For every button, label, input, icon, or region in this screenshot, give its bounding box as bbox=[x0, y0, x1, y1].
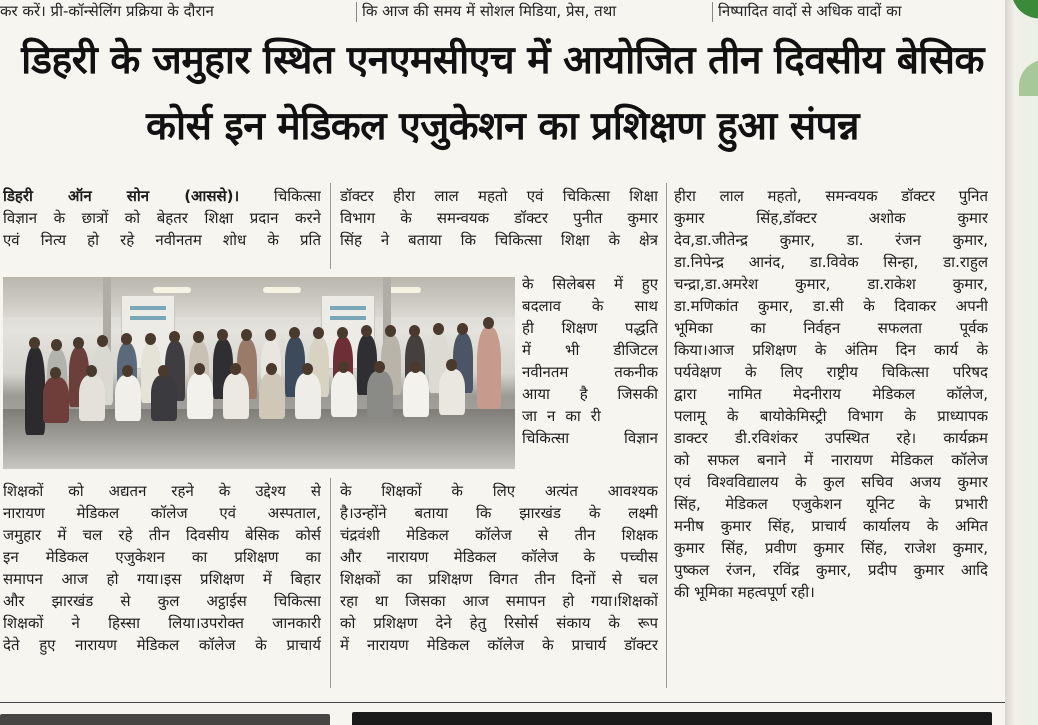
body-line: डॉक्टर हीरा लाल महतो एवं चिकित्सा शिक्षा bbox=[340, 187, 658, 205]
body-line: रहा था जिसका आज समापन हो गया।शिक्षकों bbox=[340, 592, 658, 610]
body-line: डा.मणिकांत कुमार, डा.सी के दिवाकर अपनी bbox=[674, 297, 988, 315]
body-line: में भी डीजिटल bbox=[522, 341, 658, 359]
body-line: नारायण मेडिकल कॉलेज एवं अस्पताल, bbox=[3, 504, 321, 522]
strip-text-col3: निष्पादित वादों से अधिक वादों का bbox=[718, 2, 902, 20]
headline-line-2: कोर्स इन मेडिकल एजुकेशन का प्रशिक्षण हुआ संपन्न bbox=[146, 104, 859, 149]
strip-text-col1: कर करें। प्री-कॉन्सेलिंग प्रक्रिया के दौरान bbox=[0, 2, 214, 20]
column-2-top bbox=[340, 185, 658, 251]
body-line: नवीनतम तकनीक bbox=[522, 363, 658, 381]
body-line: शिक्षकों ने हिस्सा लिया।उपरोक्त जानकारी bbox=[3, 614, 321, 632]
body-line: को सफल बनाने में नारायण मेडिकल कॉलेज bbox=[674, 451, 988, 469]
body-line: पुष्कल रंजन, रविंद्र कुमार, प्रदीप कुमार आदि bbox=[674, 561, 988, 579]
body-line: पलामू के बायोकेमिस्ट्री विभाग के प्राध्यापक bbox=[674, 407, 988, 425]
body-line: आया है जिसकी bbox=[522, 385, 658, 403]
body-line: चंद्रवंशी मेडिकल कॉलेज से तीन शिक्षक bbox=[340, 526, 658, 544]
body-line: कुमार सिंह,डॉक्टर अशोक कुमार bbox=[674, 209, 988, 227]
column-1-top bbox=[3, 185, 321, 251]
body-line: मनीष कुमार सिंह, प्राचार्य कार्यालय के अमित bbox=[674, 517, 988, 535]
body-line: देते हुए नारायण मेडिकल कॉलेज के प्राचार्य bbox=[3, 636, 321, 654]
body-line: द्वारा नामित मेदनीराय मेडिकल कॉलेज, bbox=[674, 385, 988, 403]
body-line: पर्यवेक्षण के लिए राष्ट्रीय चिकित्सा परिषद bbox=[674, 363, 988, 381]
body-line: सिंह ने बताया कि चिकित्सा शिक्षा के क्षेत्र bbox=[340, 231, 658, 249]
page-edge-decoration bbox=[1005, 0, 1038, 725]
body-line: विभाग के समन्वयक डॉक्टर पुनीत कुमार bbox=[340, 209, 658, 227]
body-line: के शिक्षकों के लिए अत्यंत आवश्यक bbox=[340, 482, 658, 500]
body-line: एवं विश्वविद्यालय के कुल सचिव अजय कुमार bbox=[674, 473, 988, 491]
body-line: के सिलेबस में हुए bbox=[522, 275, 658, 293]
body-line: की भूमिका महत्वपूर्ण रही। bbox=[674, 583, 815, 601]
headline bbox=[0, 28, 1005, 160]
body-line: है।उन्होंने बताया कि झारखंड के लक्ष्मी bbox=[340, 504, 658, 522]
body-line: जानकारी bbox=[522, 407, 611, 425]
group-photo bbox=[3, 277, 515, 469]
dateline: डिहरी ऑन सोन (आससे)। bbox=[3, 187, 240, 205]
body-line: समापन आज हो गया।इस प्रशिक्षण में बिहार bbox=[3, 570, 321, 588]
strip-text-col2: कि आज की समय में सोशल मिडिया, प्रेस, तथा bbox=[362, 2, 617, 20]
body-line: चन्द्रा,डा.अमरेश कुमार, डा.राकेश कुमार, bbox=[674, 275, 988, 293]
body-line: में नारायण मेडिकल कॉलेज के प्राचार्य डॉक्टर bbox=[340, 636, 658, 654]
headline-line-1: डिहरी के जमुहार स्थित एनएमसीएच में आयोजित तीन दिवसीय बेसिक bbox=[21, 38, 984, 83]
body-line: विज्ञान के छात्रों को बेहतर शिक्षा प्रदान करने bbox=[3, 209, 321, 227]
body-line: जमुहार में चल रहे तीन दिवसीय बेसिक कोर्स bbox=[3, 526, 321, 544]
body-line: और नारायण मेडिकल कॉलेज के पच्चीस bbox=[340, 548, 658, 566]
body-line: किया।आज प्रशिक्षण के अंतिम दिन कार्य के bbox=[674, 341, 988, 359]
column-1-bottom bbox=[3, 480, 321, 656]
column-2-narrow bbox=[522, 273, 658, 449]
body-line: ही शिक्षण पद्धति bbox=[522, 319, 658, 337]
body-line: शिक्षकों का प्रशिक्षण विगत तीन दिनों से चल bbox=[340, 570, 658, 588]
body-line: हीरा लाल महतो, समन्वयक डॉक्टर पुनित bbox=[674, 187, 988, 205]
body-line: इन मेडिकल एजुकेशन का प्रशिक्षण का bbox=[3, 548, 321, 566]
previous-article-strip bbox=[0, 0, 1005, 26]
body-line: चिकित्सा विज्ञान bbox=[522, 429, 658, 447]
body-line: सिंह, मेडिकल एजुकेशन यूनिट के प्रभारी bbox=[674, 495, 988, 513]
column-2-bottom bbox=[340, 480, 658, 656]
next-article-cutoff bbox=[0, 702, 1005, 725]
body-line: को प्रशिक्षण देने हेतु रिसोर्स संकाय के रूप bbox=[340, 614, 658, 632]
body-line: बदलाव के साथ bbox=[522, 297, 658, 315]
body-line: देव,डा.जीतेन्द्र कुमार, डा. रंजन कुमार, bbox=[674, 231, 988, 249]
body-line: डाक्टर डी.रविशंकर उपस्थित रहे। कार्यक्रम bbox=[674, 429, 988, 447]
body-line: डा.निपेन्द्र आनंद, डा.विवेक सिन्हा, डा.राहुल bbox=[674, 253, 988, 271]
body-line: एवं नित्य हो रहे नवीनतम शोध के प्रति bbox=[3, 231, 321, 249]
leaf-icon bbox=[1013, 0, 1038, 26]
body-line: और झारखंड से कुल अट्ठाईस चिकित्सा bbox=[3, 592, 321, 610]
body-line: कुमार सिंह, प्रवीण कुमार सिंह, राजेश कुमार, bbox=[674, 539, 988, 557]
body-line: भूमिका का निर्वहन सफलता पूर्वक bbox=[674, 319, 988, 337]
body-line: शिक्षकों को अद्यतन रहने के उद्देश्य से bbox=[3, 482, 321, 500]
column-3 bbox=[674, 185, 988, 603]
body-line: चिकित्सा bbox=[273, 187, 321, 205]
